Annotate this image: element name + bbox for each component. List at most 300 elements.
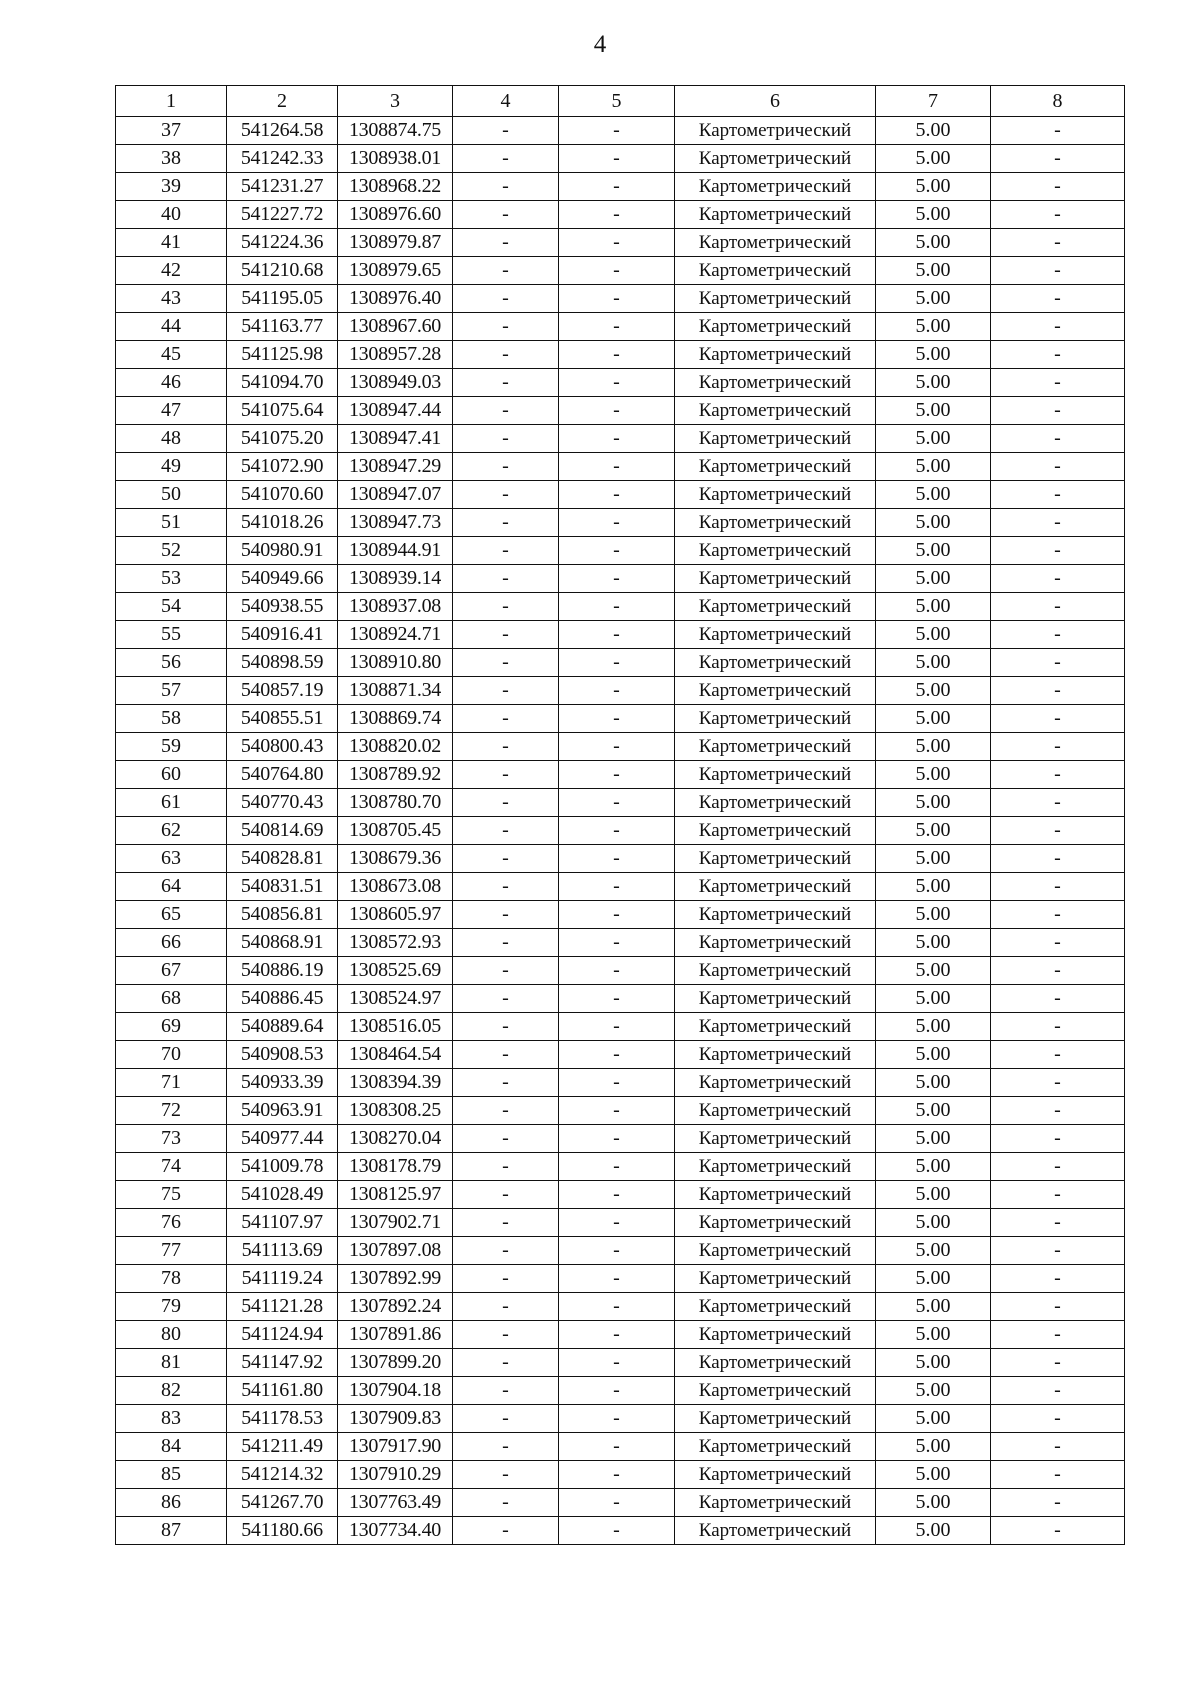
col-4-cell: -: [453, 929, 559, 957]
point-number-cell: 55: [116, 621, 227, 649]
method-cell: Картометрический: [675, 649, 876, 677]
coord-x-cell: 541072.90: [227, 453, 338, 481]
col-5-cell: -: [559, 1041, 675, 1069]
col-8-cell: -: [991, 1293, 1125, 1321]
col-4-cell: -: [453, 1209, 559, 1237]
col-8-cell: -: [991, 537, 1125, 565]
coord-x-cell: 541210.68: [227, 257, 338, 285]
col-8-cell: -: [991, 649, 1125, 677]
table-row: [116, 733, 1125, 761]
accuracy-cell: 5.00: [876, 397, 991, 425]
accuracy-cell: 5.00: [876, 341, 991, 369]
col-4-cell: -: [453, 145, 559, 173]
col-5-cell: -: [559, 593, 675, 621]
coord-y-cell: 1308524.97: [338, 985, 453, 1013]
col-5-cell: -: [559, 313, 675, 341]
table-row: [116, 1321, 1125, 1349]
col-4-cell: -: [453, 425, 559, 453]
table-row: [116, 369, 1125, 397]
col-5-cell: -: [559, 201, 675, 229]
coord-x-cell: 540857.19: [227, 677, 338, 705]
col-5-cell: -: [559, 397, 675, 425]
col-8-cell: -: [991, 453, 1125, 481]
col-8-cell: -: [991, 369, 1125, 397]
col-4-cell: -: [453, 1265, 559, 1293]
coord-x-cell: 540949.66: [227, 565, 338, 593]
col-5-cell: -: [559, 733, 675, 761]
col-8-cell: -: [991, 313, 1125, 341]
table-row: [116, 649, 1125, 677]
table-row: [116, 677, 1125, 705]
method-cell: Картометрический: [675, 537, 876, 565]
table-row: [116, 1069, 1125, 1097]
point-number-cell: 79: [116, 1293, 227, 1321]
coord-y-cell: 1308464.54: [338, 1041, 453, 1069]
point-number-cell: 42: [116, 257, 227, 285]
point-number-cell: 87: [116, 1517, 227, 1545]
method-cell: Картометрический: [675, 313, 876, 341]
coord-y-cell: 1307891.86: [338, 1321, 453, 1349]
col-8-cell: -: [991, 1069, 1125, 1097]
coordinates-table: [115, 85, 1125, 1545]
accuracy-cell: 5.00: [876, 201, 991, 229]
accuracy-cell: 5.00: [876, 1405, 991, 1433]
table-row: [116, 1265, 1125, 1293]
table-row: [116, 537, 1125, 565]
col-8-cell: -: [991, 1013, 1125, 1041]
accuracy-cell: 5.00: [876, 257, 991, 285]
coord-x-cell: 541094.70: [227, 369, 338, 397]
coord-y-cell: 1308947.07: [338, 481, 453, 509]
coord-x-cell: 541124.94: [227, 1321, 338, 1349]
table-row: [116, 1405, 1125, 1433]
method-cell: Картометрический: [675, 1237, 876, 1265]
table-row: [116, 1125, 1125, 1153]
coord-y-cell: 1308125.97: [338, 1181, 453, 1209]
table-row: [116, 985, 1125, 1013]
coord-y-cell: 1307892.99: [338, 1265, 453, 1293]
table-row: [116, 565, 1125, 593]
table-row: [116, 1237, 1125, 1265]
method-cell: Картометрический: [675, 985, 876, 1013]
table-row: [116, 1181, 1125, 1209]
col-4-cell: -: [453, 621, 559, 649]
col-5-cell: -: [559, 1097, 675, 1125]
point-number-cell: 49: [116, 453, 227, 481]
col-5-cell: -: [559, 1125, 675, 1153]
col-5-cell: -: [559, 1517, 675, 1545]
coord-y-cell: 1308780.70: [338, 789, 453, 817]
point-number-cell: 37: [116, 117, 227, 145]
coord-y-cell: 1308968.22: [338, 173, 453, 201]
accuracy-cell: 5.00: [876, 537, 991, 565]
coord-x-cell: 541214.32: [227, 1461, 338, 1489]
table-row: [116, 201, 1125, 229]
coord-y-cell: 1308789.92: [338, 761, 453, 789]
coord-x-cell: 540898.59: [227, 649, 338, 677]
coord-x-cell: 541028.49: [227, 1181, 338, 1209]
col-8-cell: -: [991, 1209, 1125, 1237]
point-number-cell: 76: [116, 1209, 227, 1237]
method-cell: Картометрический: [675, 397, 876, 425]
header-row: [116, 86, 1125, 117]
col-8-cell: -: [991, 1265, 1125, 1293]
coord-y-cell: 1308947.29: [338, 453, 453, 481]
col-8-cell: -: [991, 229, 1125, 257]
point-number-cell: 43: [116, 285, 227, 313]
table-row: [116, 229, 1125, 257]
point-number-cell: 82: [116, 1377, 227, 1405]
accuracy-cell: 5.00: [876, 453, 991, 481]
point-number-cell: 71: [116, 1069, 227, 1097]
accuracy-cell: 5.00: [876, 229, 991, 257]
col-8-cell: -: [991, 705, 1125, 733]
col-4-cell: -: [453, 565, 559, 593]
point-number-cell: 86: [116, 1489, 227, 1517]
col-4-cell: -: [453, 1181, 559, 1209]
point-number-cell: 73: [116, 1125, 227, 1153]
point-number-cell: 84: [116, 1433, 227, 1461]
method-cell: Картометрический: [675, 201, 876, 229]
col-5-cell: -: [559, 537, 675, 565]
col-4-cell: -: [453, 1097, 559, 1125]
col-4-cell: -: [453, 649, 559, 677]
coord-x-cell: 541195.05: [227, 285, 338, 313]
method-cell: Картометрический: [675, 1069, 876, 1097]
col-5-cell: -: [559, 1321, 675, 1349]
col-8-cell: -: [991, 565, 1125, 593]
coord-y-cell: 1308944.91: [338, 537, 453, 565]
coord-y-cell: 1308705.45: [338, 817, 453, 845]
col-4-cell: -: [453, 1237, 559, 1265]
table-row: [116, 1013, 1125, 1041]
method-cell: Картометрический: [675, 509, 876, 537]
point-number-cell: 80: [116, 1321, 227, 1349]
coord-y-cell: 1308673.08: [338, 873, 453, 901]
col-4-cell: -: [453, 341, 559, 369]
col-8-cell: -: [991, 1377, 1125, 1405]
coord-y-cell: 1308937.08: [338, 593, 453, 621]
coord-x-cell: 541075.20: [227, 425, 338, 453]
accuracy-cell: 5.00: [876, 1433, 991, 1461]
col-8-cell: -: [991, 677, 1125, 705]
accuracy-cell: 5.00: [876, 1153, 991, 1181]
col-5-cell: -: [559, 649, 675, 677]
table-row: [116, 1293, 1125, 1321]
col-4-cell: -: [453, 453, 559, 481]
col-5-cell: -: [559, 1181, 675, 1209]
table-row: [116, 789, 1125, 817]
col-5-cell: -: [559, 1405, 675, 1433]
col-8-cell: -: [991, 1097, 1125, 1125]
accuracy-cell: 5.00: [876, 957, 991, 985]
col-4-cell: -: [453, 1517, 559, 1545]
col-4-cell: -: [453, 789, 559, 817]
coord-y-cell: 1308820.02: [338, 733, 453, 761]
coord-y-cell: 1308270.04: [338, 1125, 453, 1153]
accuracy-cell: 5.00: [876, 1181, 991, 1209]
column-header-5: 5: [559, 86, 675, 117]
col-5-cell: -: [559, 901, 675, 929]
method-cell: Картометрический: [675, 1041, 876, 1069]
accuracy-cell: 5.00: [876, 285, 991, 313]
point-number-cell: 78: [116, 1265, 227, 1293]
accuracy-cell: 5.00: [876, 1293, 991, 1321]
coord-y-cell: 1308605.97: [338, 901, 453, 929]
col-8-cell: -: [991, 397, 1125, 425]
accuracy-cell: 5.00: [876, 593, 991, 621]
col-4-cell: -: [453, 845, 559, 873]
method-cell: Картометрический: [675, 1097, 876, 1125]
column-header-8: 8: [991, 86, 1125, 117]
method-cell: Картометрический: [675, 1349, 876, 1377]
point-number-cell: 74: [116, 1153, 227, 1181]
coord-x-cell: 541121.28: [227, 1293, 338, 1321]
col-4-cell: -: [453, 1433, 559, 1461]
coord-x-cell: 540980.91: [227, 537, 338, 565]
coord-y-cell: 1308572.93: [338, 929, 453, 957]
col-8-cell: -: [991, 1321, 1125, 1349]
col-5-cell: -: [559, 145, 675, 173]
coord-y-cell: 1308957.28: [338, 341, 453, 369]
col-4-cell: -: [453, 1293, 559, 1321]
col-8-cell: -: [991, 201, 1125, 229]
col-5-cell: -: [559, 873, 675, 901]
point-number-cell: 70: [116, 1041, 227, 1069]
accuracy-cell: 5.00: [876, 621, 991, 649]
method-cell: Картометрический: [675, 145, 876, 173]
col-8-cell: -: [991, 1405, 1125, 1433]
col-8-cell: -: [991, 733, 1125, 761]
col-8-cell: -: [991, 789, 1125, 817]
col-5-cell: -: [559, 817, 675, 845]
point-number-cell: 52: [116, 537, 227, 565]
coord-x-cell: 541147.92: [227, 1349, 338, 1377]
point-number-cell: 85: [116, 1461, 227, 1489]
table-row: [116, 1461, 1125, 1489]
table-row: [116, 313, 1125, 341]
coord-y-cell: 1307902.71: [338, 1209, 453, 1237]
point-number-cell: 59: [116, 733, 227, 761]
col-4-cell: -: [453, 1125, 559, 1153]
method-cell: Картометрический: [675, 789, 876, 817]
col-8-cell: -: [991, 1181, 1125, 1209]
coord-x-cell: 540800.43: [227, 733, 338, 761]
table-header: [116, 86, 1125, 117]
coord-y-cell: 1307910.29: [338, 1461, 453, 1489]
coord-y-cell: 1308394.39: [338, 1069, 453, 1097]
accuracy-cell: 5.00: [876, 313, 991, 341]
accuracy-cell: 5.00: [876, 173, 991, 201]
coord-x-cell: 541231.27: [227, 173, 338, 201]
table-row: [116, 145, 1125, 173]
coord-x-cell: 541009.78: [227, 1153, 338, 1181]
table-body: [116, 117, 1125, 1545]
coord-x-cell: 540977.44: [227, 1125, 338, 1153]
coord-y-cell: 1308947.44: [338, 397, 453, 425]
col-4-cell: -: [453, 873, 559, 901]
coord-x-cell: 540938.55: [227, 593, 338, 621]
col-8-cell: -: [991, 1433, 1125, 1461]
point-number-cell: 38: [116, 145, 227, 173]
point-number-cell: 62: [116, 817, 227, 845]
point-number-cell: 64: [116, 873, 227, 901]
point-number-cell: 56: [116, 649, 227, 677]
col-5-cell: -: [559, 229, 675, 257]
method-cell: Картометрический: [675, 173, 876, 201]
coord-y-cell: 1307734.40: [338, 1517, 453, 1545]
method-cell: Картометрический: [675, 425, 876, 453]
accuracy-cell: 5.00: [876, 145, 991, 173]
coord-y-cell: 1308178.79: [338, 1153, 453, 1181]
col-8-cell: -: [991, 1461, 1125, 1489]
col-5-cell: -: [559, 341, 675, 369]
coord-x-cell: 540916.41: [227, 621, 338, 649]
method-cell: Картометрический: [675, 1517, 876, 1545]
col-4-cell: -: [453, 1069, 559, 1097]
col-8-cell: -: [991, 117, 1125, 145]
accuracy-cell: 5.00: [876, 1265, 991, 1293]
coord-x-cell: 541107.97: [227, 1209, 338, 1237]
table-row: [116, 1153, 1125, 1181]
point-number-cell: 47: [116, 397, 227, 425]
table-row: [116, 1349, 1125, 1377]
coord-x-cell: 540770.43: [227, 789, 338, 817]
accuracy-cell: 5.00: [876, 761, 991, 789]
col-8-cell: -: [991, 1517, 1125, 1545]
method-cell: Картометрический: [675, 453, 876, 481]
accuracy-cell: 5.00: [876, 901, 991, 929]
col-4-cell: -: [453, 397, 559, 425]
coord-x-cell: 540886.19: [227, 957, 338, 985]
point-number-cell: 69: [116, 1013, 227, 1041]
method-cell: Картометрический: [675, 1209, 876, 1237]
table-row: [116, 481, 1125, 509]
col-8-cell: -: [991, 621, 1125, 649]
coord-y-cell: 1308967.60: [338, 313, 453, 341]
col-4-cell: -: [453, 677, 559, 705]
col-5-cell: -: [559, 1293, 675, 1321]
coord-x-cell: 541242.33: [227, 145, 338, 173]
col-4-cell: -: [453, 593, 559, 621]
col-4-cell: -: [453, 1153, 559, 1181]
accuracy-cell: 5.00: [876, 509, 991, 537]
coord-x-cell: 541113.69: [227, 1237, 338, 1265]
col-4-cell: -: [453, 1489, 559, 1517]
col-5-cell: -: [559, 789, 675, 817]
accuracy-cell: 5.00: [876, 985, 991, 1013]
accuracy-cell: 5.00: [876, 929, 991, 957]
col-8-cell: -: [991, 1349, 1125, 1377]
col-5-cell: -: [559, 173, 675, 201]
point-number-cell: 39: [116, 173, 227, 201]
col-5-cell: -: [559, 257, 675, 285]
method-cell: Картометрический: [675, 341, 876, 369]
col-8-cell: -: [991, 509, 1125, 537]
accuracy-cell: 5.00: [876, 425, 991, 453]
column-header-7: 7: [876, 86, 991, 117]
accuracy-cell: 5.00: [876, 845, 991, 873]
method-cell: Картометрический: [675, 481, 876, 509]
method-cell: Картометрический: [675, 593, 876, 621]
col-8-cell: -: [991, 929, 1125, 957]
col-4-cell: -: [453, 229, 559, 257]
accuracy-cell: 5.00: [876, 1461, 991, 1489]
point-number-cell: 48: [116, 425, 227, 453]
coord-x-cell: 541161.80: [227, 1377, 338, 1405]
method-cell: Картометрический: [675, 1293, 876, 1321]
method-cell: Картометрический: [675, 705, 876, 733]
method-cell: Картометрический: [675, 1461, 876, 1489]
accuracy-cell: 5.00: [876, 1041, 991, 1069]
coord-y-cell: 1308869.74: [338, 705, 453, 733]
coord-x-cell: 541267.70: [227, 1489, 338, 1517]
coord-x-cell: 541178.53: [227, 1405, 338, 1433]
method-cell: Картометрический: [675, 1265, 876, 1293]
coord-x-cell: 540828.81: [227, 845, 338, 873]
method-cell: Картометрический: [675, 1181, 876, 1209]
col-4-cell: -: [453, 313, 559, 341]
table-row: [116, 341, 1125, 369]
col-5-cell: -: [559, 1013, 675, 1041]
point-number-cell: 66: [116, 929, 227, 957]
col-8-cell: -: [991, 1041, 1125, 1069]
col-5-cell: -: [559, 369, 675, 397]
table-row: [116, 817, 1125, 845]
col-4-cell: -: [453, 957, 559, 985]
col-8-cell: -: [991, 761, 1125, 789]
coord-y-cell: 1307899.20: [338, 1349, 453, 1377]
page-number: 4: [593, 31, 607, 58]
method-cell: Картометрический: [675, 1489, 876, 1517]
accuracy-cell: 5.00: [876, 789, 991, 817]
accuracy-cell: 5.00: [876, 1349, 991, 1377]
col-5-cell: -: [559, 1153, 675, 1181]
accuracy-cell: 5.00: [876, 565, 991, 593]
coord-y-cell: 1308924.71: [338, 621, 453, 649]
table-row: [116, 929, 1125, 957]
accuracy-cell: 5.00: [876, 1209, 991, 1237]
col-4-cell: -: [453, 537, 559, 565]
col-4-cell: -: [453, 369, 559, 397]
accuracy-cell: 5.00: [876, 1097, 991, 1125]
coord-x-cell: 541227.72: [227, 201, 338, 229]
col-5-cell: -: [559, 1461, 675, 1489]
table-row: [116, 1209, 1125, 1237]
method-cell: Картометрический: [675, 677, 876, 705]
col-8-cell: -: [991, 1489, 1125, 1517]
coord-x-cell: 540855.51: [227, 705, 338, 733]
col-8-cell: -: [991, 985, 1125, 1013]
col-5-cell: -: [559, 481, 675, 509]
table-row: [116, 425, 1125, 453]
col-4-cell: -: [453, 1349, 559, 1377]
column-header-2: 2: [227, 86, 338, 117]
method-cell: Картометрический: [675, 1377, 876, 1405]
point-number-cell: 72: [116, 1097, 227, 1125]
col-5-cell: -: [559, 677, 675, 705]
col-8-cell: -: [991, 145, 1125, 173]
col-5-cell: -: [559, 957, 675, 985]
coord-y-cell: 1308871.34: [338, 677, 453, 705]
point-number-cell: 40: [116, 201, 227, 229]
coord-x-cell: 541075.64: [227, 397, 338, 425]
col-5-cell: -: [559, 1349, 675, 1377]
col-5-cell: -: [559, 1377, 675, 1405]
table-row: [116, 1433, 1125, 1461]
accuracy-cell: 5.00: [876, 1377, 991, 1405]
col-4-cell: -: [453, 817, 559, 845]
